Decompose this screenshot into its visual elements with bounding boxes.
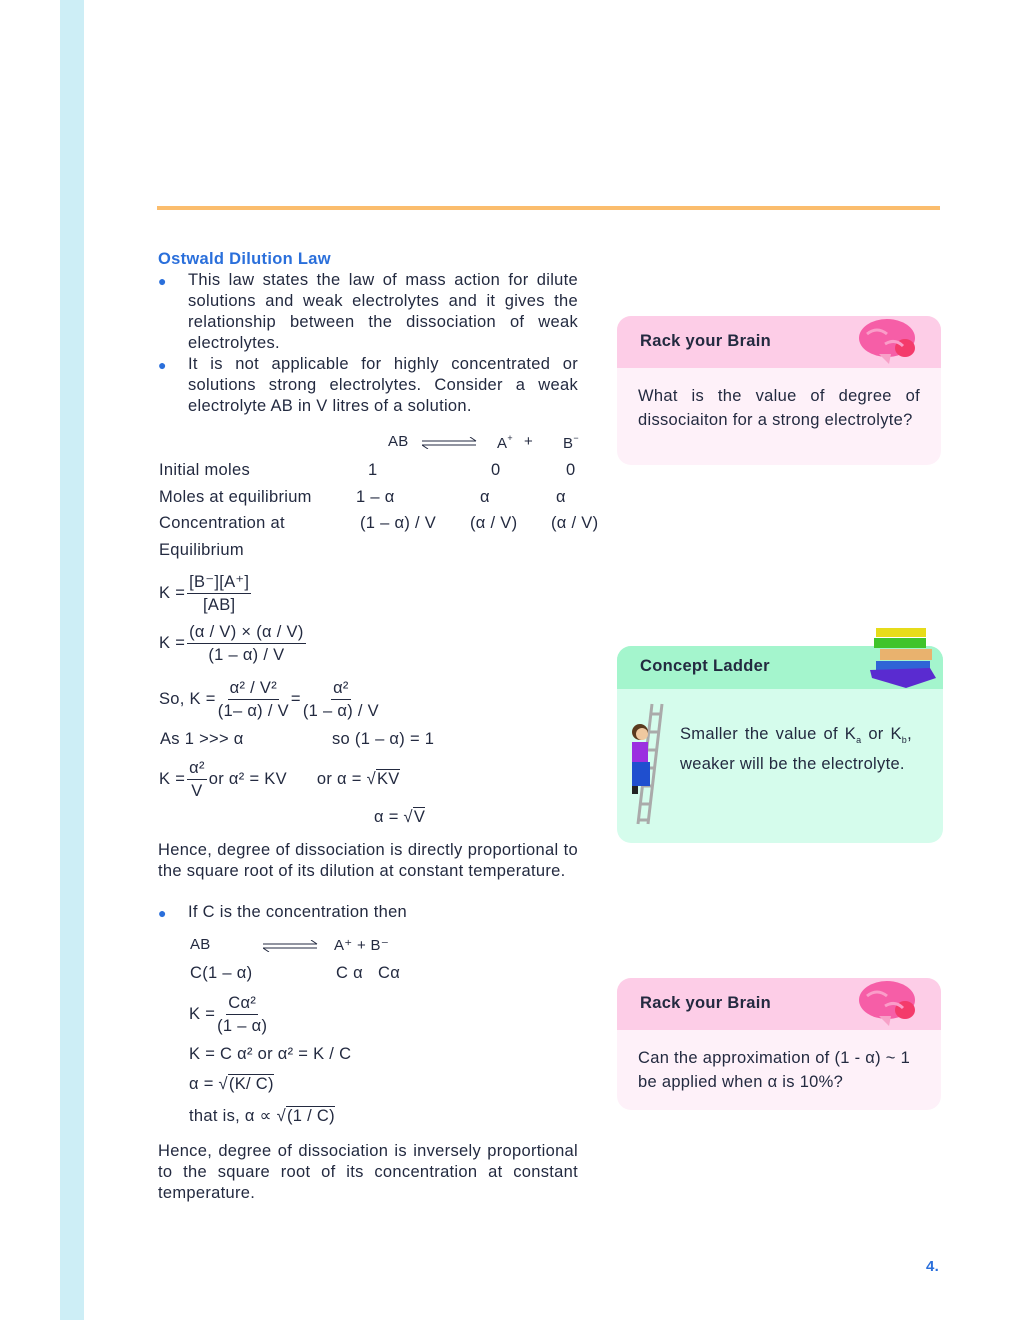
box-question: Can the approximation of (1 - α) ~ 1 be applied when α is 10%? [638, 1049, 911, 1091]
margin-stripe [60, 0, 84, 1320]
cell: (α / V) [470, 514, 518, 532]
equilibrium-arrow-icon [422, 437, 478, 449]
equation-proportional: that is, α ∝ √(1 / C) [189, 1107, 335, 1125]
section-title: Ostwald Dilution Law [158, 250, 331, 268]
row-label: Equilibrium [159, 541, 244, 559]
bullet-text: This law states the law of mass action for dilute solutions and weak electrolytes and it gives the relationship between the dissociation of weak electrolytes. [188, 271, 578, 352]
approximation-left: As 1 >>> α [160, 730, 244, 748]
books-icon [868, 626, 940, 690]
equation-alpha-root-v: α = √V [374, 808, 426, 826]
box-title: Concept Ladder [617, 646, 943, 689]
product-a: A+ [497, 433, 513, 452]
box-title: Rack your Brain [617, 316, 941, 368]
box-title: Rack your Brain [617, 978, 941, 1030]
plus: + [524, 433, 534, 450]
box-question: What is the value of degree of dissociaiton for a strong electrolyte? [638, 387, 920, 429]
products: A⁺ + B⁻ [334, 937, 390, 954]
equation-k-simplified: So, K = $\frac{\text{α² / V²}}{(1- \alpha) / V}$ = $\frac{\text{α²}}{(1 - \alpha) / V}$ [159, 679, 379, 720]
cell: 0 [566, 461, 576, 479]
page-number: 4. [926, 1258, 940, 1275]
equilibrium-arrow-icon [263, 940, 319, 952]
equation-alpha-squared: K = C α² or α² = K / C [189, 1045, 352, 1063]
bullet-icon: ● [158, 357, 167, 373]
row-label: Initial moles [159, 461, 251, 479]
cell: α [480, 488, 490, 506]
conclusion-paragraph-2: Hence, degree of dissociation is inversely proportional to the square root of its concentration at constant temperature. [158, 1142, 578, 1202]
box-text: Smaller the value of $K_a$ or $K_b$, weaker will be the electrolyte. [680, 725, 912, 773]
bullet-text: If C is the concentration then [188, 903, 408, 921]
equation-alpha-root-kc: α = √(K/ C) [189, 1075, 274, 1093]
cell: 0 [491, 461, 501, 479]
brain-icon [857, 316, 921, 366]
row-label: Moles at equilibrium [159, 488, 312, 506]
reactant: AB [190, 936, 211, 953]
product-b: B− [563, 433, 579, 452]
bullet-text: It is not applicable for highly concentrated or solutions strong electrolytes. Consider a weak electrolyte AB in V litres of a solution. [188, 355, 578, 415]
row-label: Concentration at [159, 514, 285, 532]
approximation-right: so (1 – α) = 1 [332, 730, 435, 748]
conclusion-paragraph-1: Hence, degree of dissociation is directly proportional to the square root of its dilution at constant temperature. [158, 841, 578, 880]
equation-k-substituted: K = $\frac{(\alpha / V) \times (\alpha / V)}{(1 - \alpha) / V}$ [159, 623, 304, 664]
equation-alpha-kv: K = $\frac{\text{α²}}{V}$ or α² = KV or α = √KV [159, 759, 400, 800]
conc-a: C α [336, 964, 363, 982]
brain-icon [857, 978, 921, 1028]
cell: (α / V) [551, 514, 599, 532]
conc-ab: C(1 – α) [190, 964, 253, 982]
cell: 1 [368, 461, 378, 479]
equation-k-c: K = $\frac{\text{Cα²}}{(1 - \alpha)}$ [189, 994, 268, 1035]
cell: 1 – α [356, 488, 395, 506]
bullet-icon: ● [158, 905, 167, 921]
cell: (1 – α) / V [360, 514, 437, 532]
header-rule [157, 206, 940, 210]
bullet-icon: ● [158, 273, 167, 289]
equation-k-definition: K = $\frac{[B^-][A^+]}{[AB]}$ [159, 573, 250, 614]
girl-on-ladder-icon [626, 702, 666, 826]
cell: α [556, 488, 566, 506]
reactant: AB [388, 433, 409, 450]
conc-b: Cα [378, 964, 401, 982]
